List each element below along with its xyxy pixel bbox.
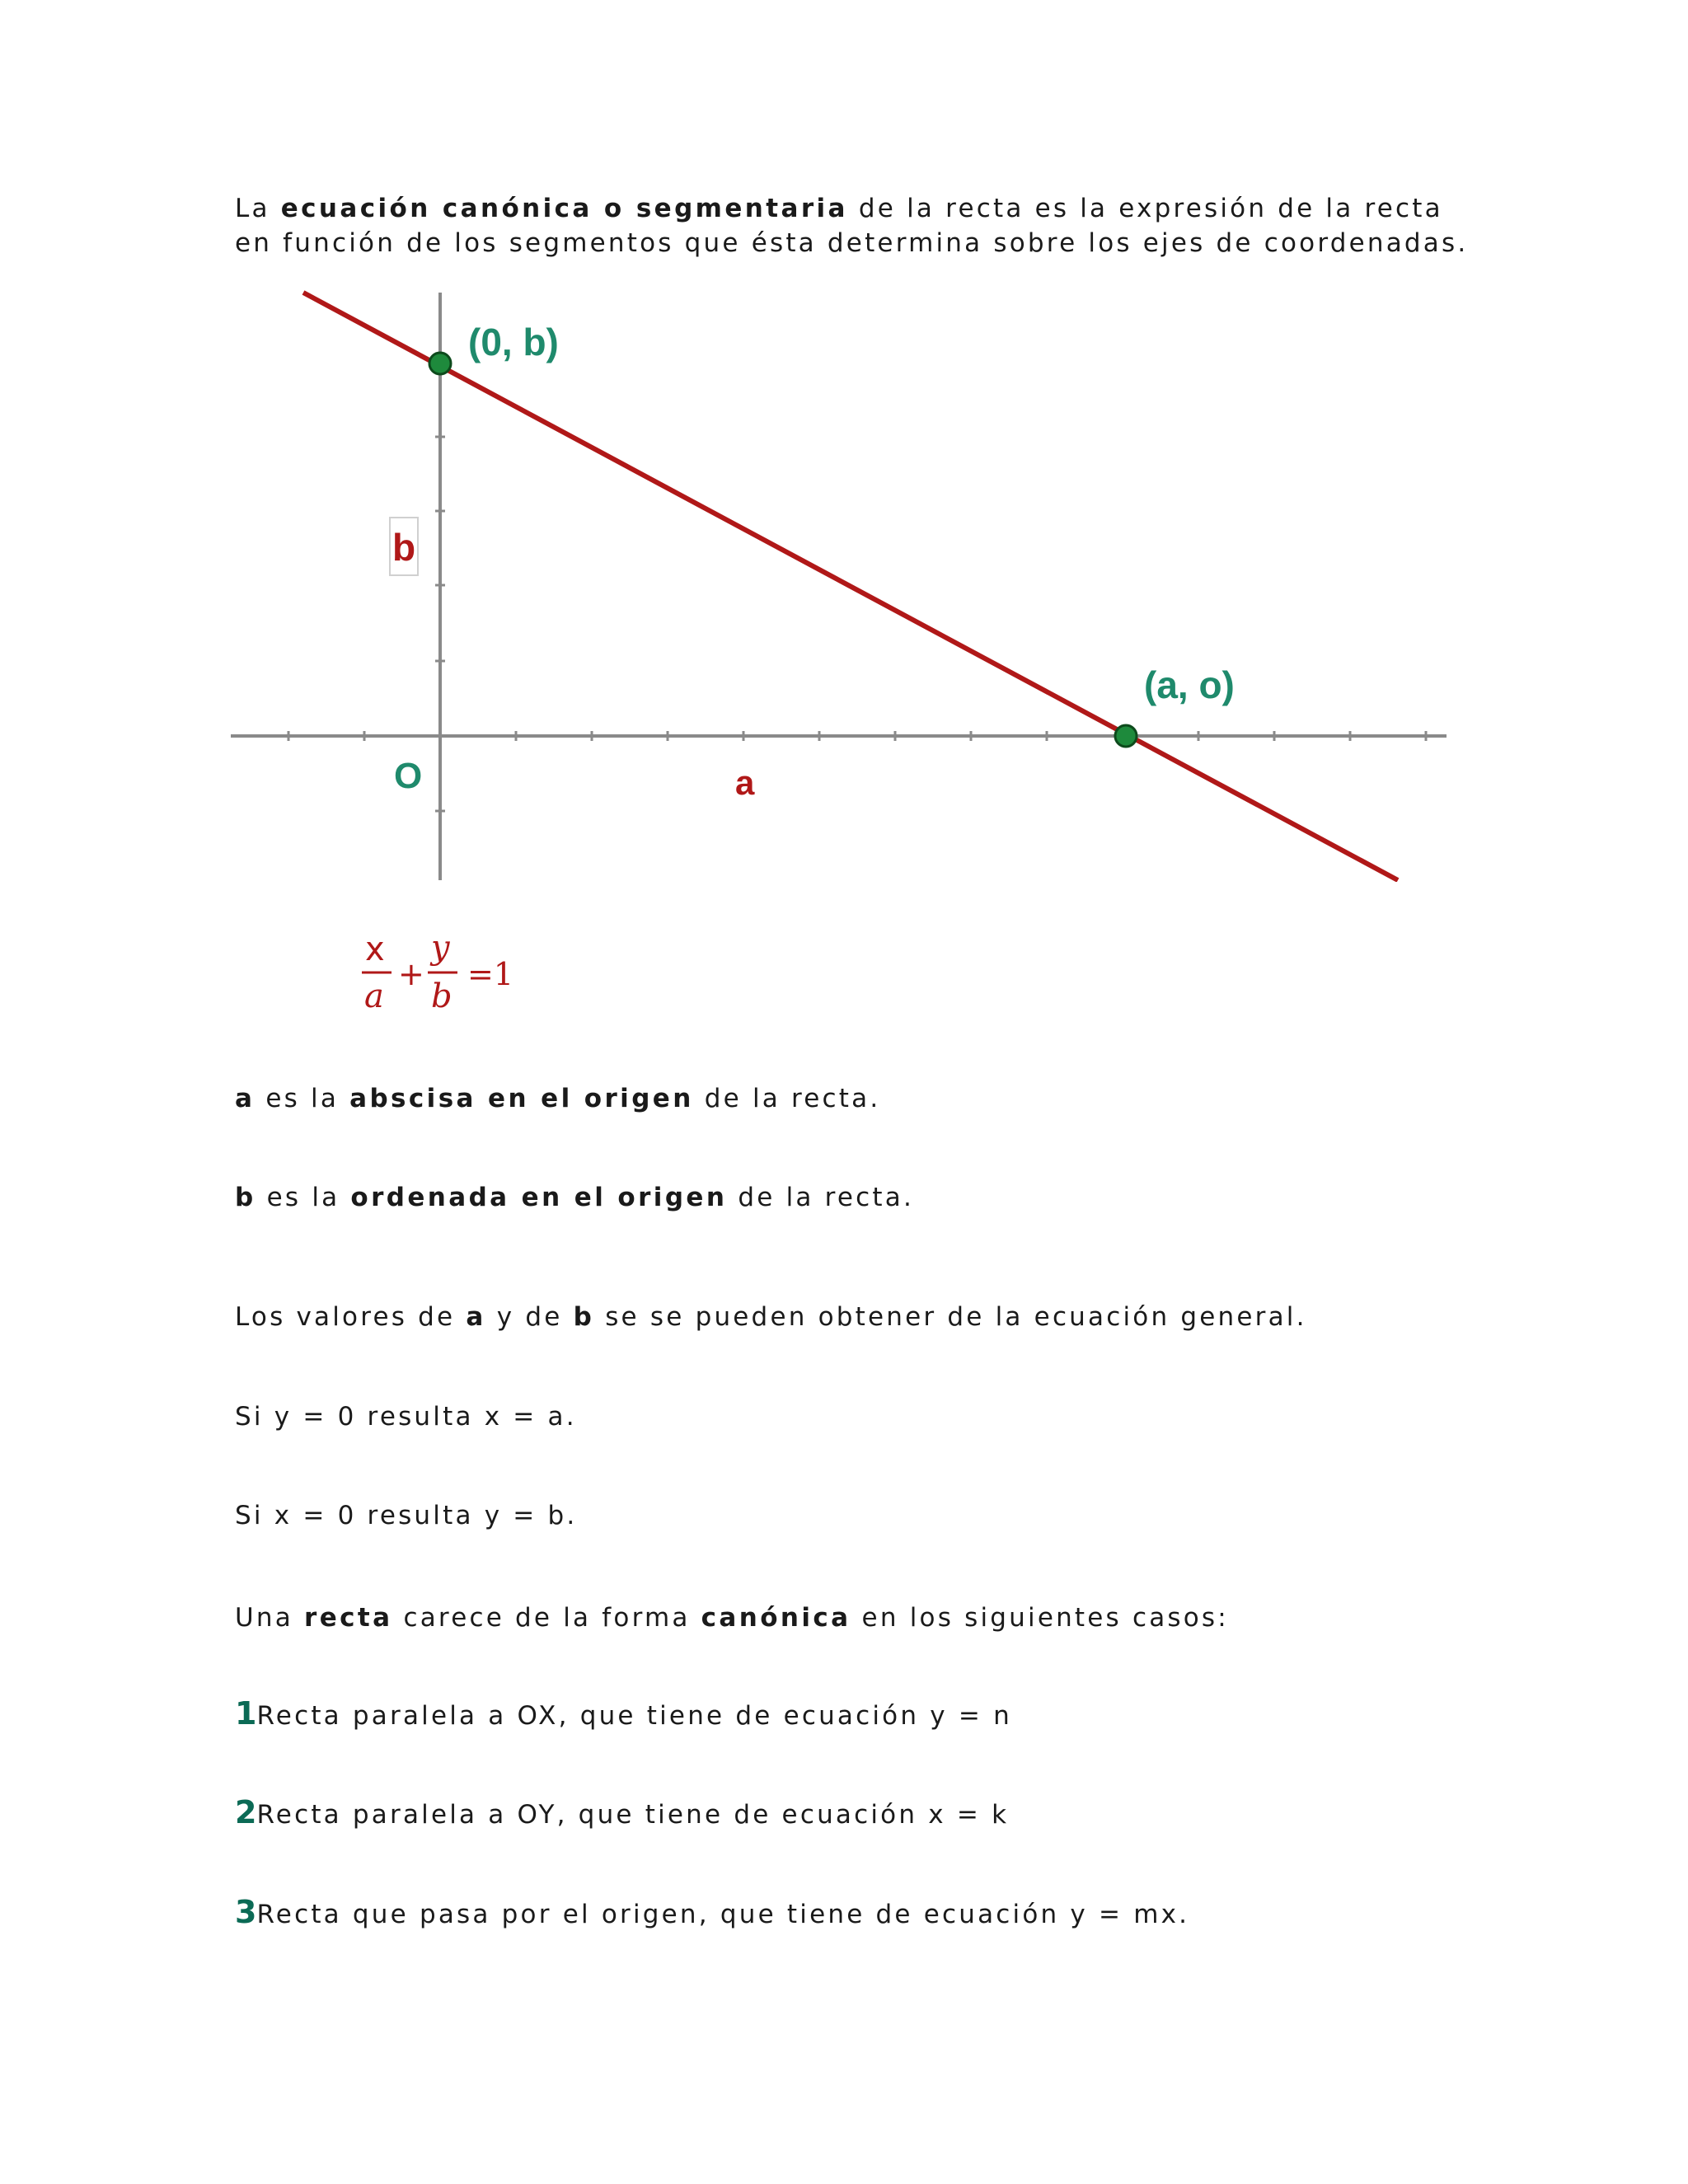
intro-text-1: La [235,194,281,223]
carece-text-1: Una [235,1603,304,1633]
label-segment-a: a [735,763,755,802]
ordinate-paragraph [235,1180,1488,1215]
intro-bold-term: ecuación canónica o segmentaria [280,194,848,223]
carece-paragraph [235,1601,1488,1635]
values-text-2: y de [485,1302,574,1332]
values-text-3: se se pueden obtener de la ecuación general. [594,1302,1307,1332]
abscissa-term: abscisa en el origen [349,1084,694,1113]
case-number: 2 [235,1794,257,1830]
line-intercept-graph [231,288,1451,882]
intro-paragraph [235,191,1488,260]
values-var-b: b [573,1302,595,1332]
formula-eq-one: =1 [467,956,514,992]
case-text: Recta que pasa por el origen, que tiene de ecuación y = mx. [256,1900,1190,1929]
ordinate-text-2: de la recta. [727,1183,915,1212]
abscissa-paragraph [235,1081,1488,1116]
values-var-a: a [466,1302,486,1332]
values-paragraph [235,1300,1488,1334]
case-item [235,1895,1488,1932]
si-x-paragraph: Si x = 0 resulta y = b. [235,1501,578,1530]
formula-b: b [431,977,452,1015]
values-text-1: Los valores de [235,1302,467,1332]
abscissa-var: a [235,1084,256,1113]
ordinate-term: ordenada en el origen [350,1183,728,1212]
x-intercept-point [1115,725,1137,747]
red-line [303,293,1398,880]
case-item [235,1696,1488,1733]
case-text: Recta paralela a OX, que tiene de ecuación y = n [256,1701,1012,1731]
carece-term-recta: recta [304,1603,393,1633]
case-text: Recta paralela a OY, que tiene de ecuación x = k [256,1800,1010,1830]
carece-term-canonica: canónica [701,1603,851,1633]
label-a-o: (a, o) [1144,663,1235,706]
abscissa-text-2: de la recta. [693,1084,881,1113]
case-item [235,1795,1488,1832]
formula-a: a [364,977,384,1015]
intro-text-2: de la recta es la expresión de la recta en función de los segmentos que ésta determina sobre los ejes de coordenadas. [235,194,1469,258]
abscissa-text-1: es la [255,1084,350,1113]
carece-text-2: carece de la forma [392,1603,701,1633]
carece-text-3: en los siguientes casos: [851,1603,1229,1633]
formula-y: y [431,929,450,967]
case-number: 1 [235,1695,257,1732]
label-0-b: (0, b) [468,321,559,363]
ordinate-var: b [235,1183,256,1212]
y-intercept-point [429,353,451,374]
label-origin: O [394,756,423,796]
case-number: 3 [235,1894,257,1930]
formula-plus: + [398,956,424,992]
ordinate-text-1: es la [256,1183,351,1212]
canonical-equation [359,927,540,1018]
formula-x: x [365,930,385,968]
label-segment-b: b [392,526,416,569]
si-y-paragraph: Si y = 0 resulta x = a. [235,1402,577,1432]
